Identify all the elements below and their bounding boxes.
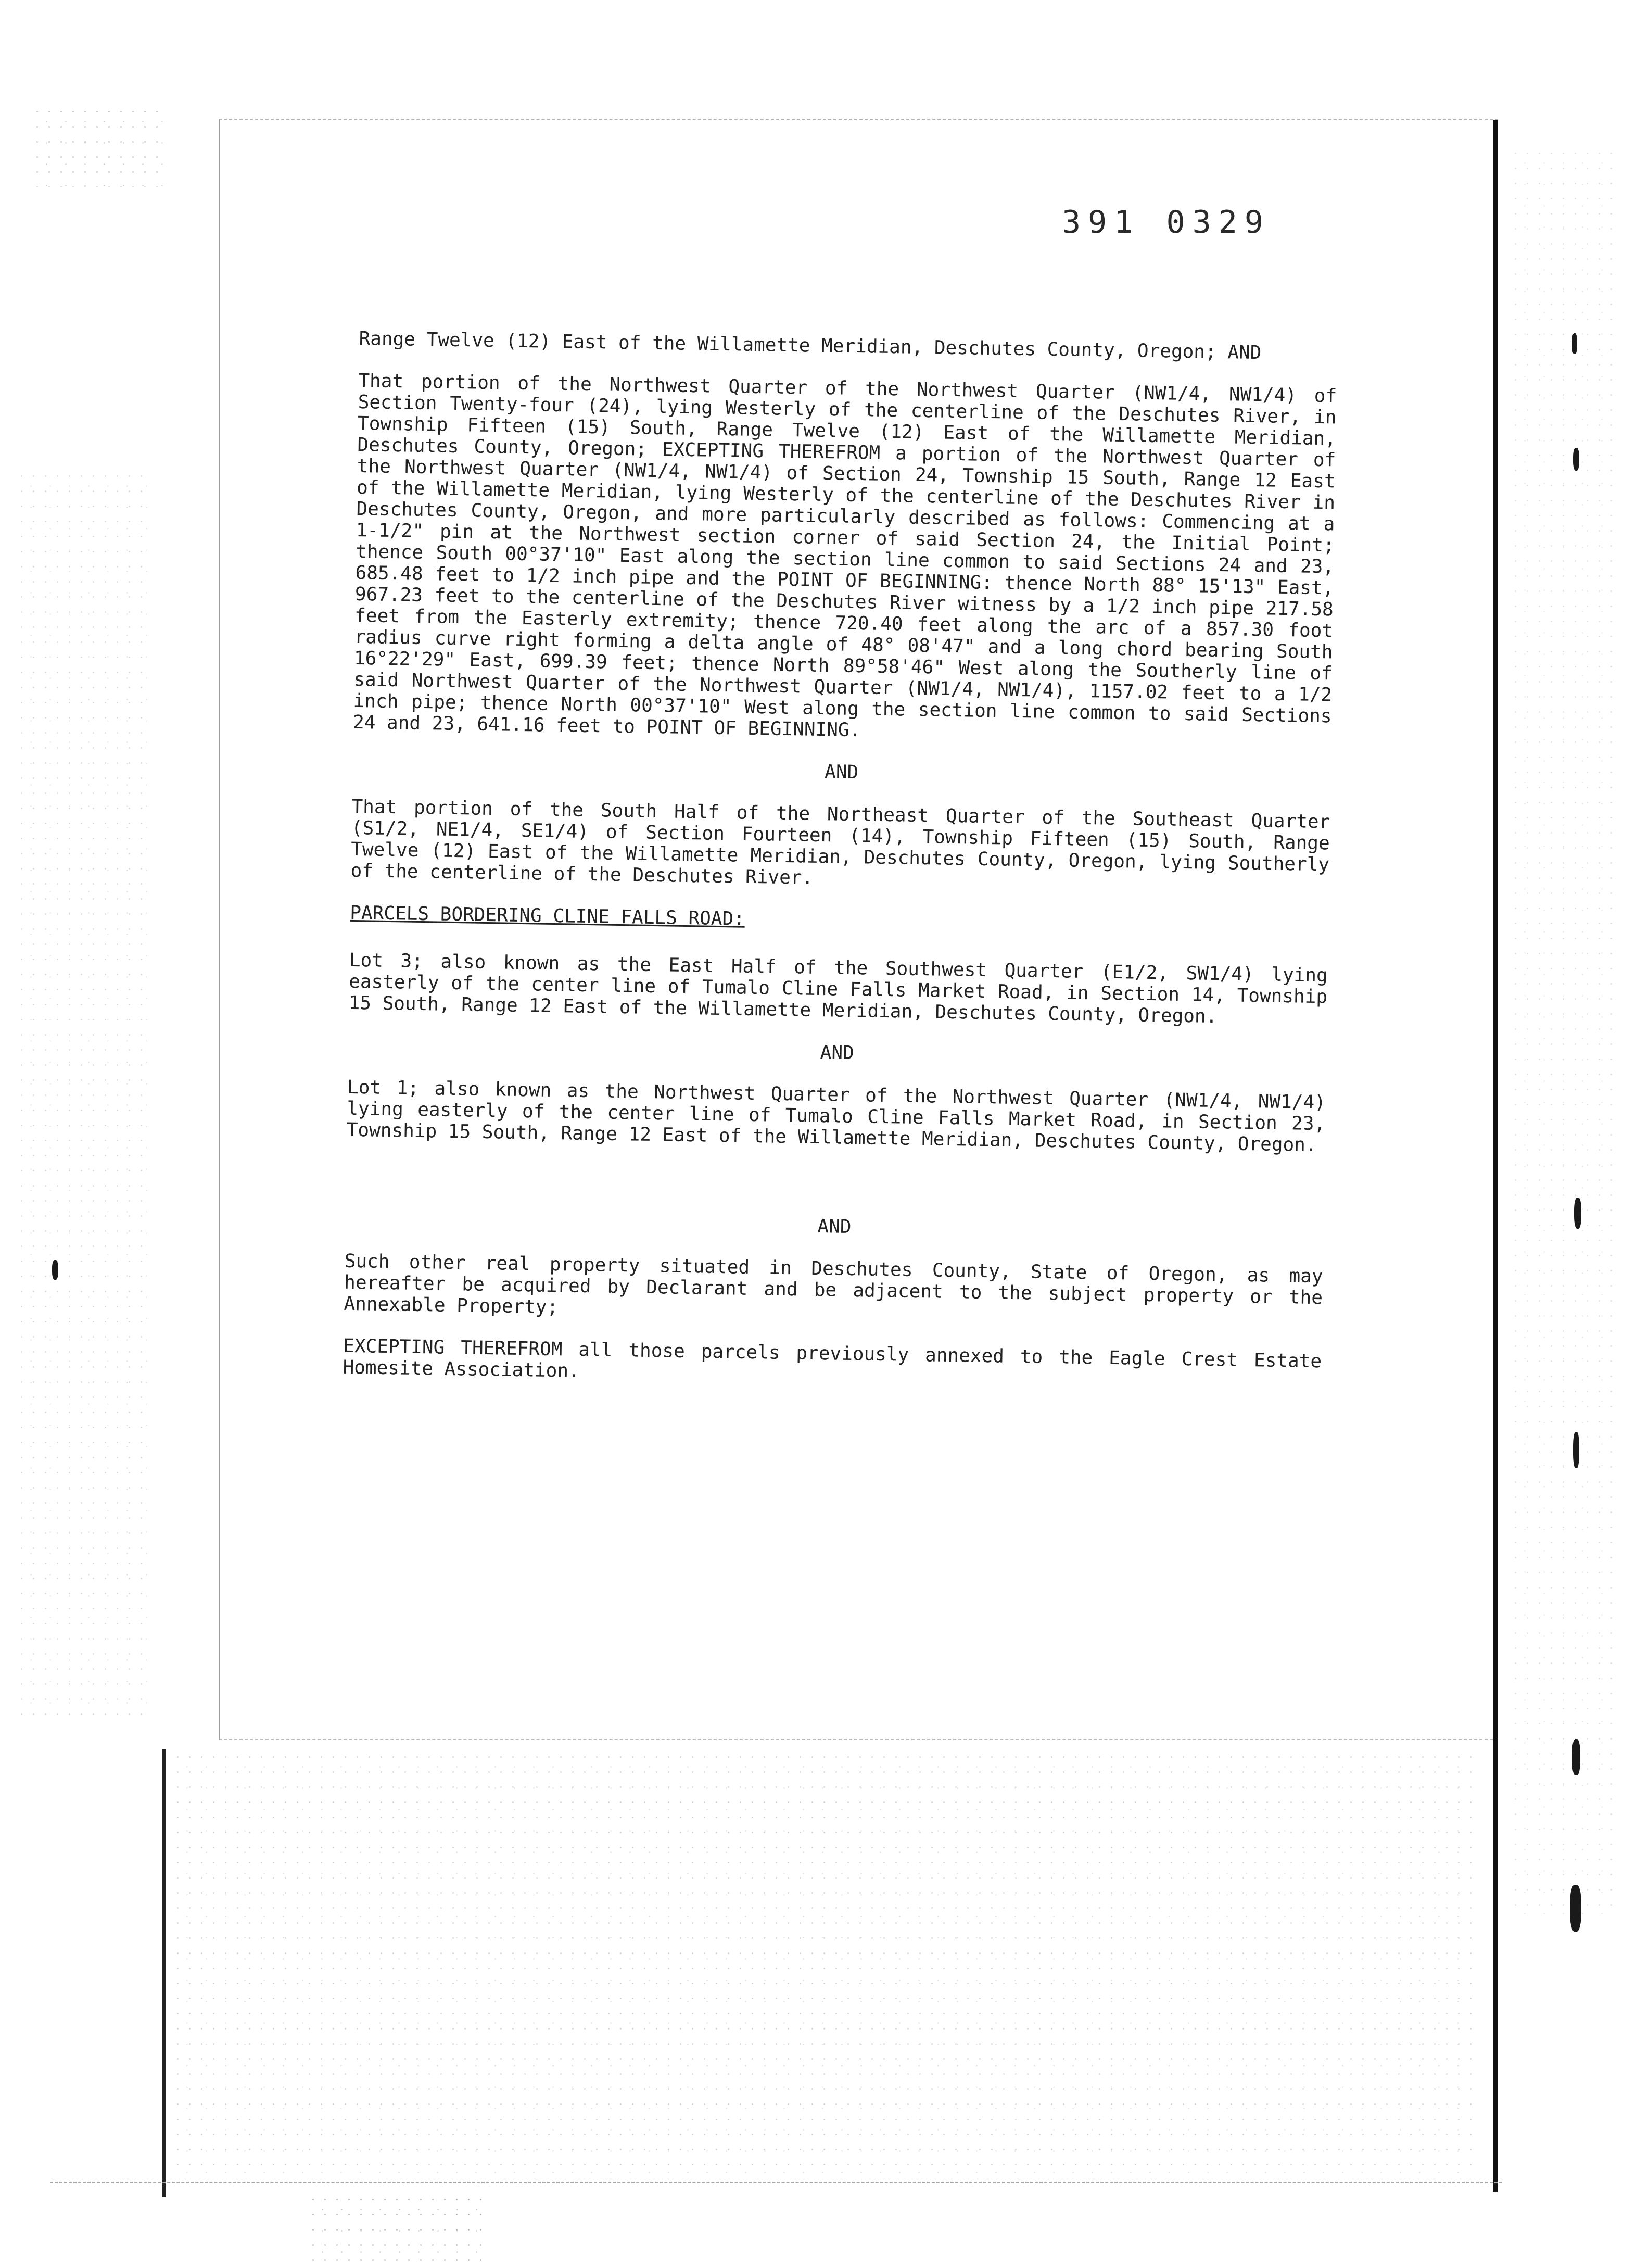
margin-mark xyxy=(1572,1739,1580,1775)
scan-noise-top-left xyxy=(31,104,167,187)
paragraph: Such other real property situated in Deschutes County, State of Oregon, as may hereafter be acquired by Declarant and be adjacent to the subject property or the Annexable Property; xyxy=(344,1250,1323,1318)
paragraph: Lot 3; also known as the East Half of the Southwest Quarter (E1/2, SW1/4) lying easterly of the center line of Tumalo Cline Falls Market Road, in Section 14, Township 15 South, Range 12 East of the Willamette Meridian, Deschutes County, Oregon. xyxy=(348,949,1328,1028)
and-separator: AND xyxy=(820,1042,855,1064)
bottom-page-edge xyxy=(50,2182,1502,2184)
margin-mark xyxy=(1574,1198,1581,1229)
margin-mark xyxy=(1570,1885,1581,1932)
margin-mark xyxy=(52,1260,58,1280)
section-heading: PARCELS BORDERING CLINE FALLS ROAD: xyxy=(350,902,745,930)
left-margin-rule xyxy=(162,1749,166,2197)
and-separator: AND xyxy=(817,1216,852,1238)
page-number: 391 0329 xyxy=(1062,204,1271,241)
scan-noise-bottom-corner xyxy=(307,2192,484,2265)
spacer xyxy=(346,1162,1325,1208)
paragraph: Range Twelve (12) East of the Willamette Meridian, Deschutes County, Oregon; AND xyxy=(359,328,1262,364)
right-margin-rule xyxy=(1493,120,1498,2192)
paragraph: That portion of the South Half of the Northeast Quarter of the Southeast Quarter (S1/2, NE1/4, SE1/4) of Section Fourteen (14), Township Fifteen (15) South, Range Twelve (12) East of the Willamette Meridian, Deschutes County, Oregon, lying Southerly of the centerline of the Deschutes River. xyxy=(350,796,1330,889)
document-body xyxy=(343,328,1338,1414)
and-separator: AND xyxy=(824,761,859,784)
margin-mark xyxy=(1573,448,1579,471)
scan-noise-bottom xyxy=(172,1749,1473,2176)
scan-noise-right-margin xyxy=(1510,146,1614,1916)
margin-mark xyxy=(1573,1432,1579,1468)
paragraph: Lot 1; also known as the Northwest Quarter of the Northwest Quarter (NW1/4, NW1/4) lying easterly of the center line of Tumalo Cline Falls Market Road, in Section 23, Township 15 South, Range 12 East of the Willamette Meridian, Deschutes County, Oregon. xyxy=(346,1076,1326,1156)
scan-noise-left-margin xyxy=(16,469,151,1718)
paragraph: That portion of the Northwest Quarter of the Northwest Quarter (NW1/4, NW1/4) of Section Twenty-four (24), lying Westerly of the centerline of the Deschutes River, in Township Fifteen (15) South, Range Twelve (12) East of the Willamette Meridian, Deschutes County, Oregon; EXCEPTING THEREFROM a portion of the Northwest Quarter of the Northwest Quarter (NW1/4, NW1/4) of Section 24, Township 15 South, Range 12 East of the Willamette Meridian, lying Westerly of the centerline of the Deschutes River in Deschutes County, Oregon, and more particularly described as follows: Commencing at a 1-1/2" pin at the Northwest section corner of said Section 24, the Initial Point; thence South 00°37'10" East along the section line common to said Sections 24 and 23, 685.48 feet to 1/2 inch pipe and the POINT OF BEGINNING: thence North 88° 15'13" East, 967.23 feet to the centerline of the Deschutes River witness by a 1/2 inch pipe 217.58 feet from the Easterly extremity; thence 720.40 feet along the arc of a 857.30 foot radius curve right forming a delta angle of 48° 08'47" and a long chord bearing South 16°22'29" East, 699.39 feet; thence North 89°58'46" West along the Southerly line of said Northwest Quarter of the Northwest Quarter (NW1/4, NW1/4), 1157.02 feet to a 1/2 inch pipe; thence North 00°37'10" West along the section line common to said Sections 24 and 23, 641.16 feet to POINT OF BEGINNING. xyxy=(352,370,1337,741)
paragraph: EXCEPTING THEREFROM all those parcels previously annexed to the Eagle Crest Estate Homesite Association. xyxy=(343,1335,1322,1382)
margin-mark xyxy=(1572,333,1577,354)
